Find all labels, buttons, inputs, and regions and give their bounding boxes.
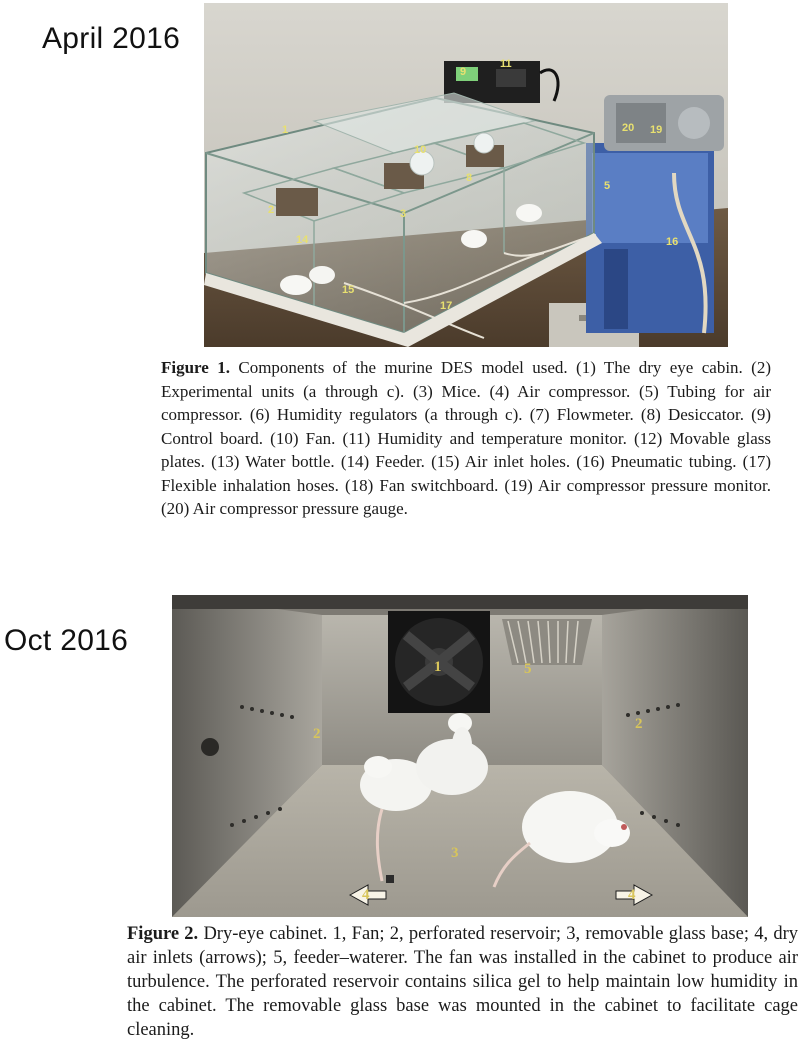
fig2-number-5: 5 [524, 661, 532, 677]
figure2-photo [172, 595, 748, 917]
fig1-number-2: 2 [268, 204, 275, 216]
fig2-number-1: 1 [434, 659, 442, 675]
fig1-number-3: 3 [400, 208, 407, 220]
figure2-caption [127, 922, 798, 1042]
figure2-caption-label: Figure 2. [127, 924, 199, 944]
fig1-number-19: 19 [650, 124, 663, 136]
fig1-number-17: 17 [440, 300, 453, 312]
figure1-caption-label: Figure 1. [161, 358, 230, 377]
fig1-number-5: 5 [604, 180, 611, 192]
figure1-caption-text: Components of the murine DES model used. (1) The dry eye cabin. (2) Experimental units (a through c). (3) Mice. (4) Air compressor. (5) Tubing for air compressor. (6) Humidity regulators (a through c). (7) Flowmeter. (8) Desiccator. (9) Control board. (10) Fan. (11) Humidity and temperature monitor. (12) Movable glass plates. (13) Water bottle. (14) Feeder. (15) Air inlet holes. (16) Pneumatic tubing. (17) Flexible inhalation hoses. (18) Fan switchboard. (19) Air compressor pressure monitor. (20) Air compressor pressure gauge. [161, 358, 771, 518]
fig1-number-20: 20 [622, 122, 635, 134]
fig2-number-4-left: 4 [362, 887, 370, 903]
fig1-number-14: 14 [296, 234, 309, 246]
fig2-number-3: 3 [451, 845, 459, 861]
fig1-number-15: 15 [342, 284, 355, 296]
figure1-caption [161, 356, 771, 521]
fig1-number-11: 11 [500, 58, 512, 70]
fig1-number-1: 1 [282, 124, 289, 136]
figure2-caption-text: Dry-eye cabinet. 1, Fan; 2, perforated reservoir; 3, removable glass base; 4, dry air inlets (arrows); 5, feeder–waterer. The fan was installed in the cabinet to produce air turbulence. The perforated reservoir contains silica gel to help maintain low humidity in the cabinet. The removable glass base was mounted in the cabinet to facilitate cage cleaning. [127, 924, 798, 1040]
fig1-number-10: 10 [414, 144, 427, 156]
fig1-number-9: 9 [460, 66, 467, 78]
fig1-number-16: 16 [666, 236, 679, 248]
date-label-oct: Oct 2016 [4, 624, 129, 657]
date-label-april: April 2016 [42, 22, 181, 55]
fig2-number-2-right: 2 [635, 716, 643, 732]
figure1-photo [204, 3, 728, 347]
fig1-number-8: 8 [466, 172, 473, 184]
fig2-number-2-left: 2 [313, 726, 321, 742]
fig2-number-4-right: 4 [628, 887, 636, 903]
figure2-photo-drawing [172, 595, 748, 917]
figure1-photo-drawing [204, 3, 728, 347]
